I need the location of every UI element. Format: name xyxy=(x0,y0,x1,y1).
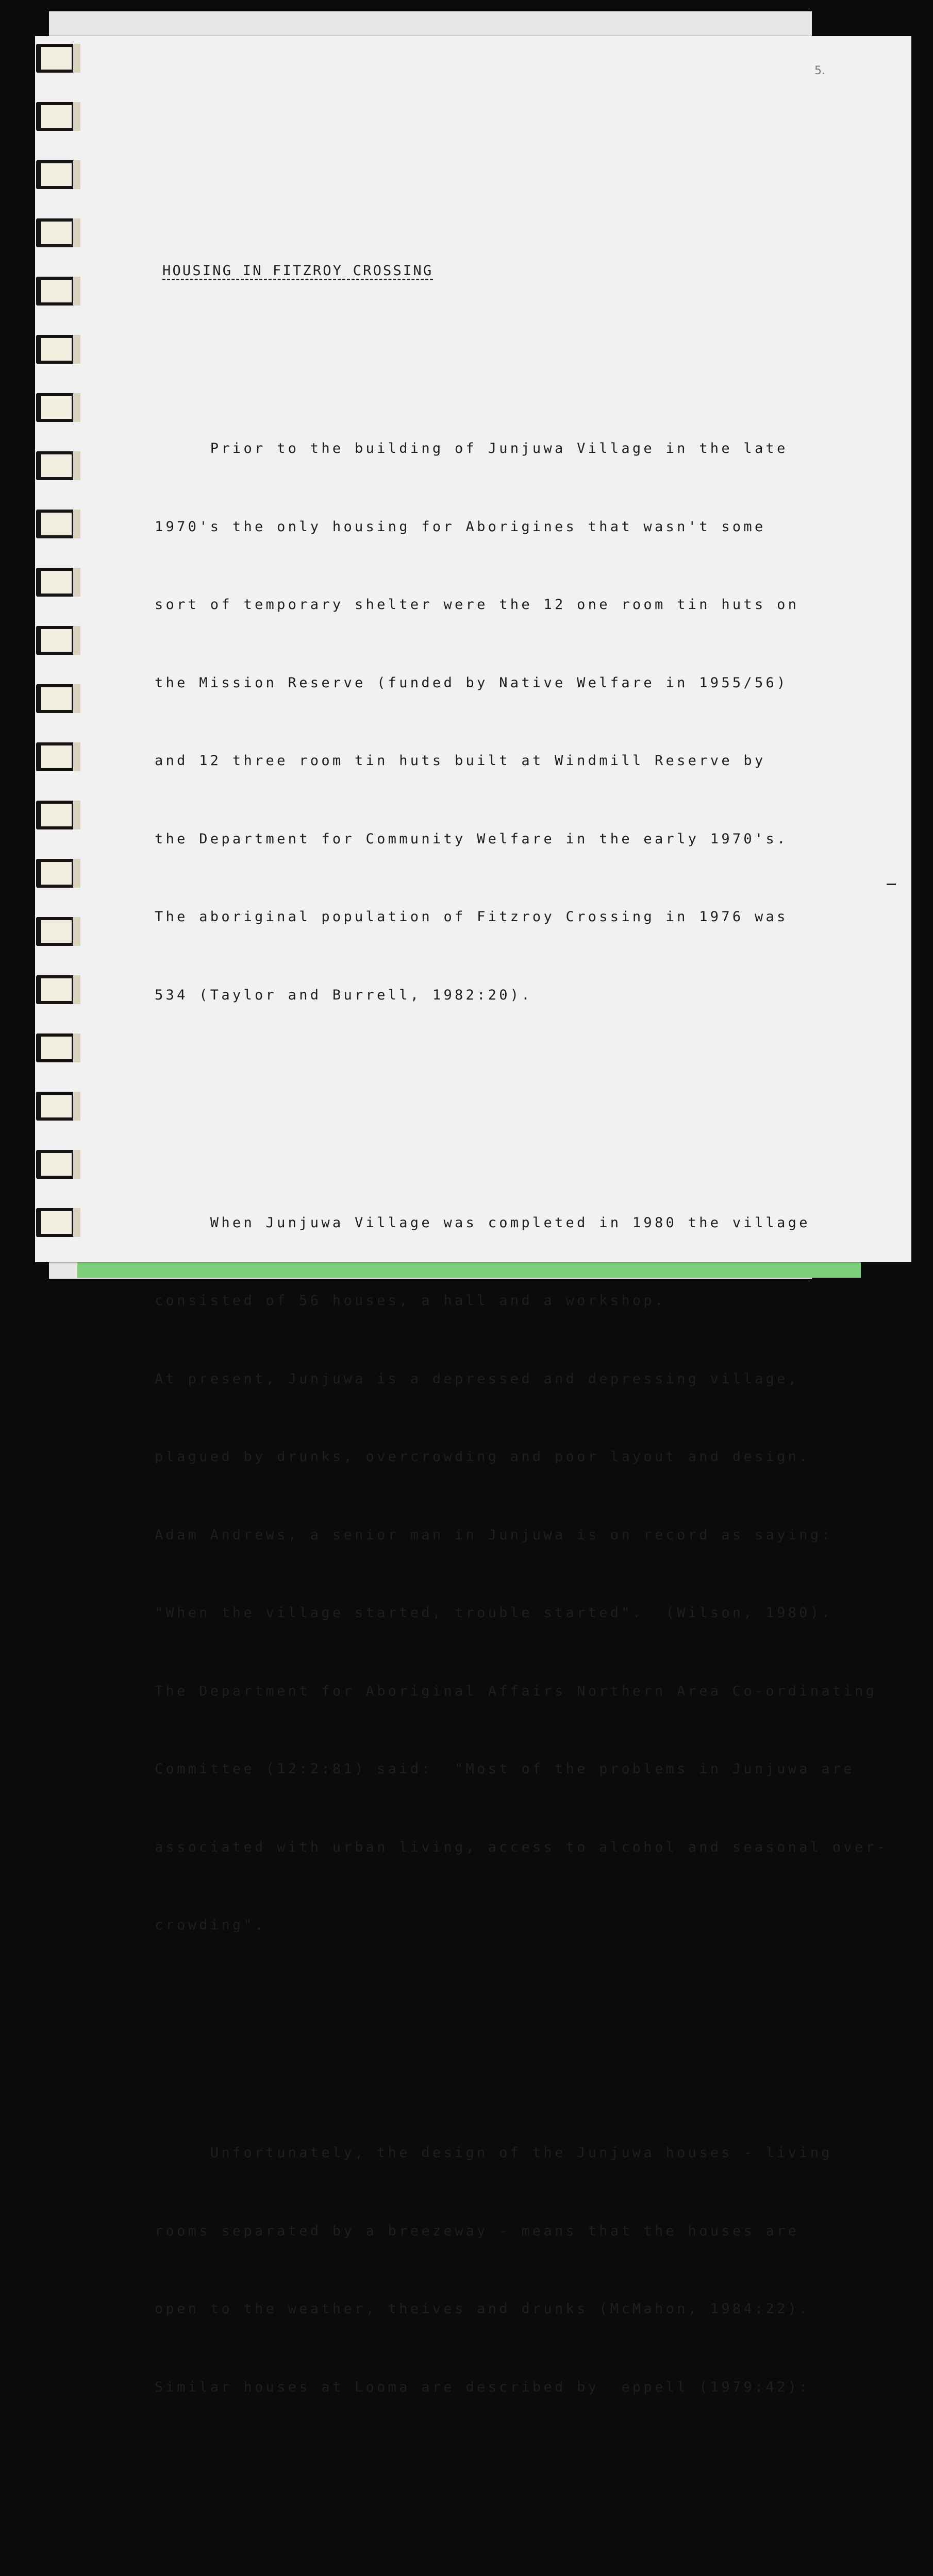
binding-ring xyxy=(36,1208,80,1237)
binding-ring xyxy=(36,102,80,131)
paragraph-1 xyxy=(155,384,876,1060)
text-line: crowding". xyxy=(155,1912,876,1939)
block-quote xyxy=(212,2531,876,2576)
spiral-binding xyxy=(30,44,81,1260)
binding-ring xyxy=(36,510,80,538)
binding-ring xyxy=(36,1033,80,1062)
margin-dash xyxy=(887,884,896,885)
text-line: consisted of 56 houses, a hall and a workshop. xyxy=(155,1288,876,1314)
binding-ring xyxy=(36,626,80,655)
binding-ring xyxy=(36,335,80,364)
binding-ring xyxy=(36,742,80,771)
document-body xyxy=(155,206,876,2576)
binding-ring xyxy=(36,1150,80,1179)
binding-ring xyxy=(36,801,80,829)
binding-ring xyxy=(36,277,80,306)
paragraph-2 xyxy=(155,1158,876,1991)
text-line: and 12 three room tin huts built at Windmill Reserve by xyxy=(155,748,876,774)
text-line: 534 (Taylor and Burrell, 1982:20). xyxy=(155,982,876,1009)
binding-ring xyxy=(36,44,80,73)
text-line: the Department for Community Welfare in the early 1970's. xyxy=(155,826,876,853)
text-line: Similar houses at Looma are described by eppell (1979:42): xyxy=(155,2375,876,2401)
binding-ring xyxy=(36,975,80,1004)
page-corner-mark: 5. xyxy=(814,64,825,77)
binding-ring xyxy=(36,859,80,888)
binding-ring xyxy=(36,1092,80,1121)
page-title: HOUSING IN FITZROY CROSSING xyxy=(162,258,876,284)
text-line: rooms separated by a breezeway - means that the houses are xyxy=(155,2218,876,2245)
binding-ring xyxy=(36,160,80,189)
text-line: The aboriginal population of Fitzroy Crossing in 1976 was xyxy=(155,904,876,930)
text-line: sort of temporary shelter were the 12 one room tin huts on xyxy=(155,592,876,618)
text-line: the Mission Reserve (funded by Native Welfare in 1955/56) xyxy=(155,670,876,697)
text-line: Prior to the building of Junjuwa Village in the late xyxy=(155,436,876,462)
text-line: open to the weather, theives and drunks (McMahon, 1984:22). xyxy=(155,2296,876,2323)
text-line: Committee (12:2:81) said: "Most of the problems in Junjuwa are xyxy=(155,1756,876,1783)
text-line: plagued by drunks, overcrowding and poor layout and design. xyxy=(155,1444,876,1470)
text-line: Unfortunately, the design of the Junjuwa houses - living xyxy=(155,2140,876,2166)
binding-ring xyxy=(36,218,80,247)
binding-ring xyxy=(36,684,80,713)
text-line: associated with urban living, access to alcohol and seasonal over- xyxy=(155,1835,876,1861)
binding-ring xyxy=(36,917,80,946)
text-line: 1970's the only housing for Aborigines that wasn't some xyxy=(155,514,876,540)
binding-ring xyxy=(36,393,80,422)
paragraph-3 xyxy=(155,2088,876,2452)
binding-ring xyxy=(36,568,80,597)
text-line: Adam Andrews, a senior man in Junjuwa is on record as saying: xyxy=(155,1522,876,1549)
text-line: "When the village started, trouble started". (Wilson, 1980). xyxy=(155,1600,876,1626)
text-line: At present, Junjuwa is a depressed and depressing village, xyxy=(155,1366,876,1393)
binding-ring xyxy=(36,451,80,480)
text-line: The Department for Aboriginal Affairs Northern Area Co-ordinating xyxy=(155,1679,876,1705)
text-line: When Junjuwa Village was completed in 1980 the village xyxy=(155,1210,876,1236)
